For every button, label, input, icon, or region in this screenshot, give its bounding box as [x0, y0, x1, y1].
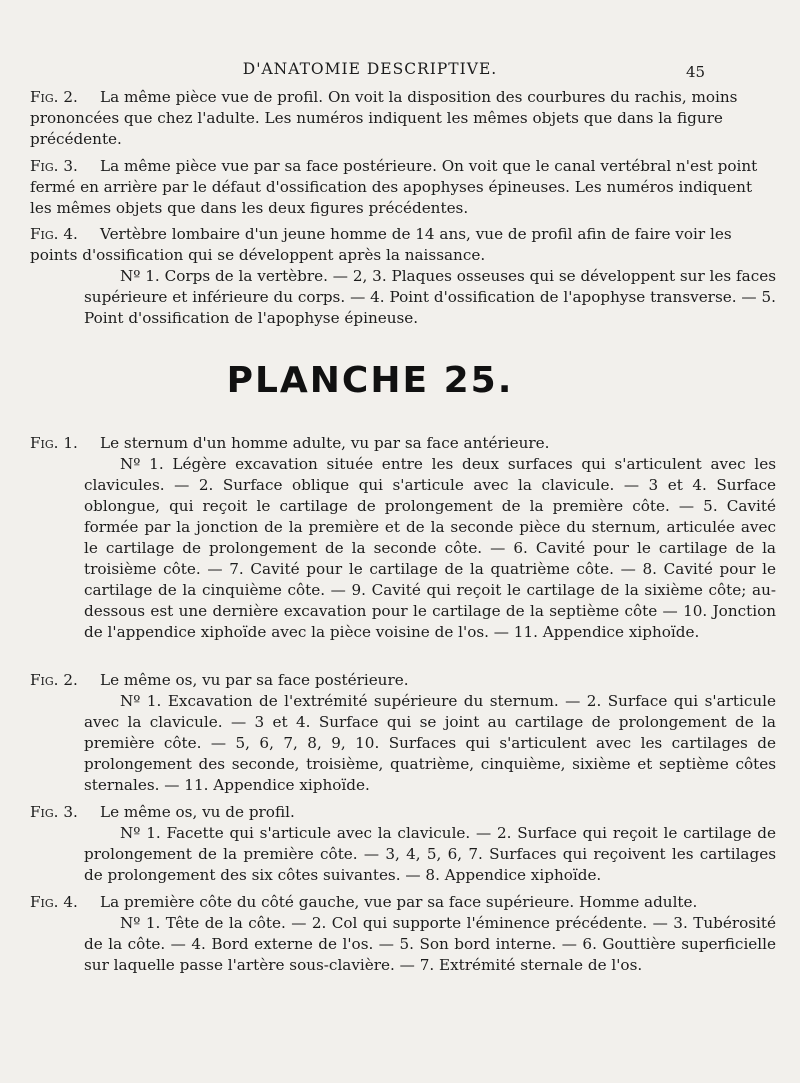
figure-label: Fig. 4.	[30, 225, 78, 243]
figure-caption	[30, 156, 776, 219]
figure-label: Fig. 3.	[30, 803, 78, 821]
figure-legend: Nº 1. Tête de la côte. — 2. Col qui supporte l'éminence précédente. — 3. Tubérosité de la côte. — 4. Bord externe de l'os. — 5. Son bord interne. — 6. Gouttière superficielle sur laquelle passe l'artère sous-clavière. — 7. Extrémité sternale de l'os.	[84, 914, 776, 974]
figure-caption	[30, 87, 776, 150]
figure-description: Vertèbre lombaire d'un jeune homme de 14 ans, vue de profil afin de faire voir les points d'ossification qui se développent après la naissance.	[30, 225, 732, 264]
figure-label: Fig. 3.	[30, 157, 78, 175]
figure-description: La première côte du côté gauche, vue par sa face supérieure. Homme adulte.	[100, 893, 698, 911]
plate-title: PLANCHE 25.	[226, 360, 514, 401]
figure-label: Fig. 4.	[30, 893, 78, 911]
figure-caption	[30, 802, 776, 886]
figure-description: Le même os, vu de profil.	[100, 803, 295, 821]
figure-legend: Nº 1. Corps de la vertèbre. — 2, 3. Plaques osseuses qui se développent sur les faces supérieure et inférieure du corps. — 4. Point d'ossification de l'apophyse transverse. — 5. Point d'ossification de l'apophyse épineuse.	[84, 267, 776, 327]
figure-legend: Nº 1. Facette qui s'articule avec la clavicule. — 2. Surface qui reçoit le cartilage de prolongement de la première côte. — 3, 4, 5, 6, 7. Surfaces qui reçoivent les cartilages de prolongement des six côtes suivantes. — 8. Appendice xiphoïde.	[84, 824, 776, 884]
figure-label: Fig. 2.	[30, 671, 78, 689]
figure-legend: Nº 1. Excavation de l'extrémité supérieure du sternum. — 2. Surface qui s'articule avec la clavicule. — 3 et 4. Surface qui se joint au cartilage de prolongement de la première côte. — 5, 6, 7, 8, 9, 10. Surfaces qui s'articulent avec les cartilages de prolongement des seconde, troisième, quatrième, cinquième, sixième et septième côtes sternales. — 11. Appendice xiphoïde.	[84, 692, 776, 794]
running-head: D'ANATOMIE DESCRIPTIVE.	[242, 60, 498, 78]
figure-label: Fig. 2.	[30, 88, 78, 106]
page-number: 45	[686, 63, 706, 81]
figure-description: La même pièce vue par sa face postérieure. On voit que le canal vertébral n'est point fermé en arrière par le défaut d'ossification des apophyses épineuses. Les numéros indiquent les mêmes objets que dans les deux figures précédentes.	[30, 157, 758, 217]
figure-description: La même pièce vue de profil. On voit la disposition des courbures du rachis, moins prononcées que chez l'adulte. Les numéros indiquent les mêmes objets que dans la figure précédente.	[30, 88, 738, 148]
figure-caption	[30, 892, 776, 976]
figure-description: Le même os, vu par sa face postérieure.	[100, 671, 409, 689]
figure-caption	[30, 433, 776, 643]
figure-description: Le sternum d'un homme adulte, vu par sa face antérieure.	[100, 434, 550, 452]
figure-caption	[30, 224, 776, 329]
figure-label: Fig. 1.	[30, 434, 78, 452]
figure-legend: Nº 1. Légère excavation située entre les deux surfaces qui s'articulent avec les clavicules. — 2. Surface oblique qui s'articule avec la clavicule. — 3 et 4. Surface oblongue, qui reçoit le cartilage de prolongement de la première côte. — 5. Cavité formée par la jonction de la première et de la seconde pièce du sternum, articulée avec le cartilage de prolongement de la seconde côte. — 6. Cavité pour le cartilage de la troisième côte. — 7. Cavité pour le cartilage de la quatrième côte. — 8. Cavité pour le cartilage de la cinquième côte. — 9. Cavité qui reçoit le cartilage de la sixième côte; au-dessous est une dernière excavation pour le cartilage de la septième côte — 10. Jonction de l'appendice xiphoïde avec la pièce voisine de l'os. — 11. Appendice xiphoïde.	[84, 455, 776, 641]
figure-caption	[30, 670, 776, 796]
